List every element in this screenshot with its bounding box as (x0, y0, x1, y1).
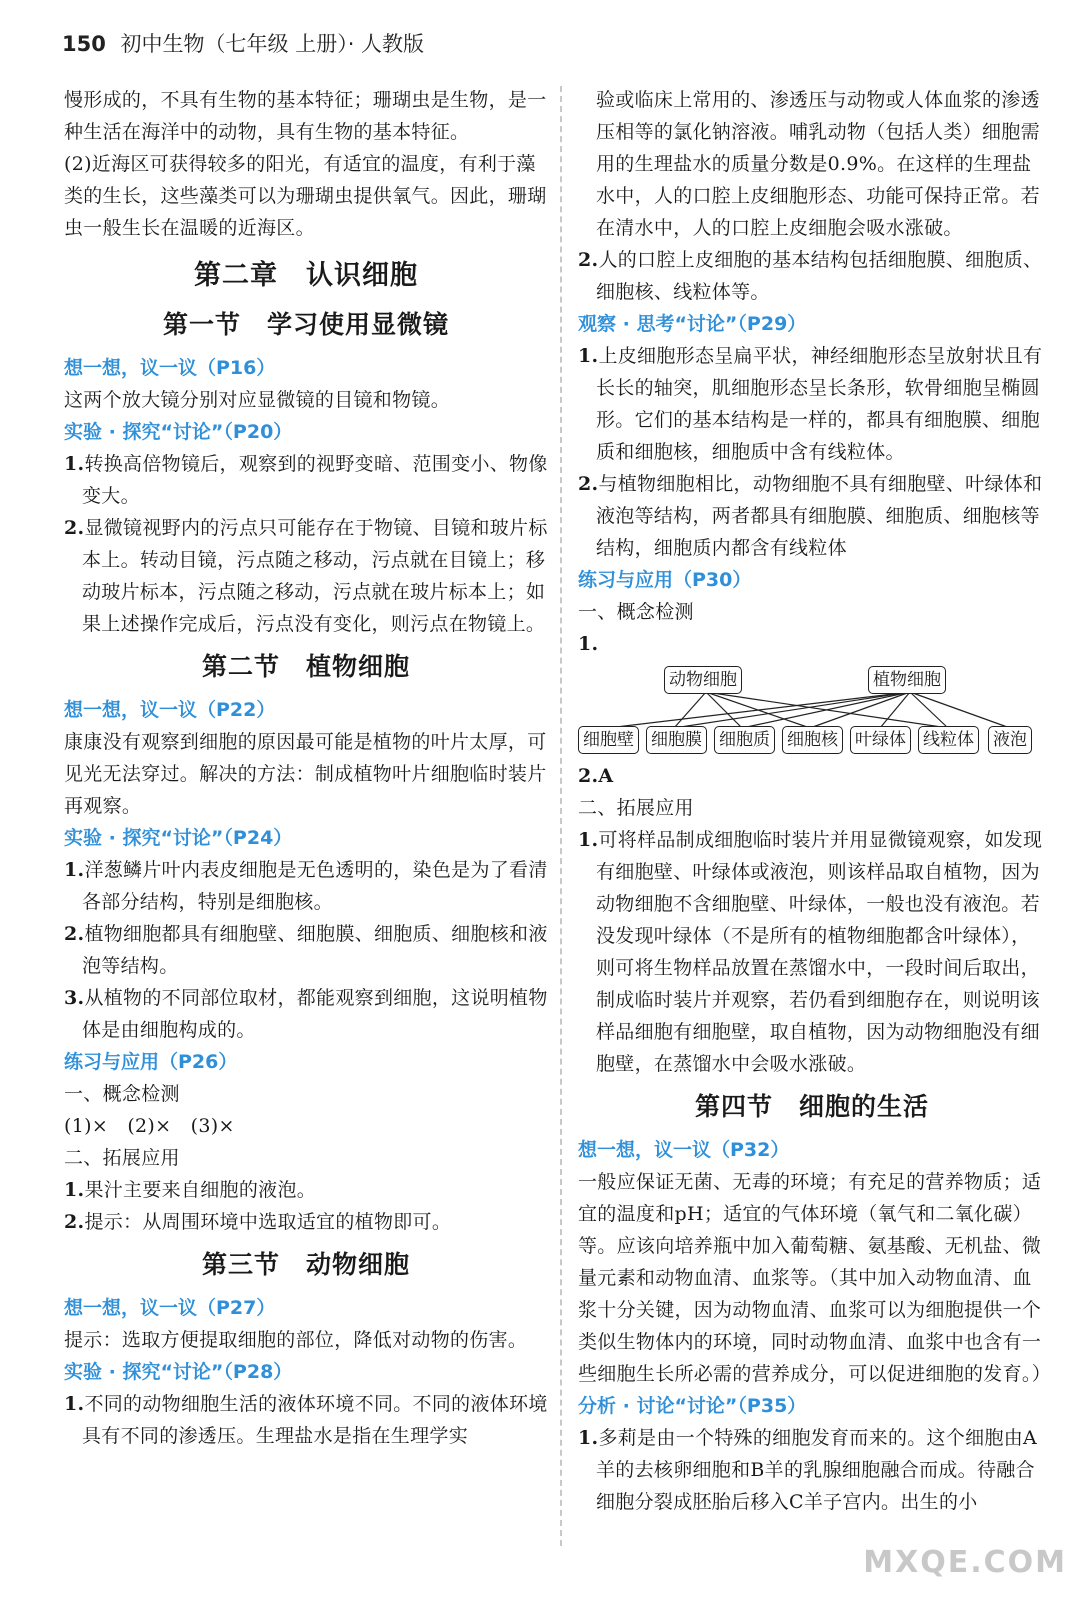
diagram-cytoplasm: 细胞质 (714, 726, 775, 754)
right-column (578, 84, 1052, 1518)
section-3-title: 第三节 动物细胞 (201, 1250, 410, 1279)
item-number: 2. (64, 1211, 85, 1233)
s2-heading-practice: 练习与应用（P26） (64, 1051, 238, 1073)
column-divider (560, 86, 562, 1546)
s3-heading-observe: 观察 · 思考“讨论”（P29） (578, 313, 807, 335)
s3-heading-practice: 练习与应用（P30） (578, 569, 752, 591)
item-text: 转换高倍物镜后，观察到的视野变暗、范围变小、物像变大。 (82, 453, 548, 507)
item-text: 人的口腔上皮细胞的基本结构包括细胞膜、细胞质、细胞核、线粒体等。 (596, 249, 1043, 303)
diagram-animal-cell: 动物细胞 (664, 666, 742, 694)
s2-heading-experiment: 实验 · 探究“讨论”（P24） (64, 827, 293, 849)
s2-heading-think: 想一想，议一议（P22） (64, 699, 276, 721)
item-number: 1. (64, 453, 85, 475)
item-number: 1. (64, 1393, 85, 1415)
item-text: 显微镜视野内的污点只可能存在于物镜、目镜和玻片标本上。转动目镜，污点随之移动，污点就在目镜上；移动玻片标本，污点随之移动，污点就在玻片标本上；如果上述操作完成后，污点没有变化，则污点在物镜上。 (82, 517, 548, 635)
item-text: 从植物的不同部位取材，都能观察到细胞，这说明植物体是由细胞构成的。 (82, 987, 548, 1041)
item-number: 1. (578, 1427, 599, 1449)
book-title: 初中生物（七年级 上册）· 人教版 (120, 32, 425, 56)
item-text: 可将样品制成细胞临时装片并用显微镜观察，如发现有细胞壁、叶绿体或液泡，则该样品取自植物，因为动物细胞不含细胞壁、叶绿体，一般也没有液泡。若没发现叶绿体（不是所有的植物细胞都含叶绿体），则可将生物样品放置在蒸馏水中，一段时间后取出，制成临时装片并观察，若仍看到细胞存在，则说明该样品细胞有细胞壁，取自植物，因为动物细胞没有细胞壁，在蒸馏水中会吸水涨破。 (596, 829, 1043, 1075)
connector-plant-membrane (674, 692, 910, 728)
item-number: 2. (578, 473, 599, 495)
s1-item-1 (64, 448, 548, 512)
left-column (64, 84, 548, 1452)
item-text: 果汁主要来自细胞的液泡。 (84, 1179, 317, 1201)
s1-heading-experiment: 实验 · 探究“讨论”（P20） (64, 421, 293, 443)
s4-heading-discuss: 分析 · 讨论“讨论”（P35） (578, 1395, 807, 1417)
s4-heading-think: 想一想，议一议（P32） (578, 1139, 790, 1161)
s2-concept-answers: (1)× (2)× (3)× (64, 1115, 235, 1137)
item-text: 多莉是由一个特殊的细胞发育而来的。这个细胞由A羊的去核卵细胞和B羊的乳腺细胞融合而成。待融合细胞分裂成胚胎后移入C羊子宫内。出生的小 (596, 1427, 1038, 1513)
connector-animal-membrane (674, 692, 706, 728)
s3-answer: 提示：选取方便提取细胞的部位，降低对动物的伤害。 (64, 1329, 528, 1351)
s3-item-1 (64, 1388, 548, 1452)
diagram-vacuole: 液泡 (988, 726, 1032, 754)
s2-extension: 二、拓展应用 (64, 1147, 180, 1169)
continued-paragraph: 验或临床上常用的、渗透压与动物或人体血浆的渗透压相等的氯化钠溶液。哺乳动物（包括人类）细胞需用的生理盐水的质量分数是0.9%。在这样的生理盐水中，人的口腔上皮细胞形态、功能可保持正常。若在清水中，人的口腔上皮细胞会吸水涨破。 (596, 89, 1040, 239)
cell-structure-diagram (578, 664, 1046, 760)
item-number: 2. (64, 923, 85, 945)
s3-concept-item-1-number: 1. (578, 633, 599, 655)
item-text: 上皮细胞形态呈扁平状，神经细胞形态呈放射状且有长长的轴突，肌细胞形态呈长条形，软骨细胞呈椭圆形。它们的基本结构是一样的，都具有细胞膜、细胞质和细胞核，细胞质中含有线粒体。 (596, 345, 1043, 463)
section-1-title: 第一节 学习使用显微镜 (162, 310, 449, 339)
item-number: 1. (578, 345, 599, 367)
diagram-chloroplast: 叶绿体 (850, 726, 911, 754)
s2-concept-check: 一、概念检测 (64, 1083, 180, 1105)
diagram-mitochondria: 线粒体 (918, 726, 979, 754)
connector-plant-wall (608, 692, 910, 728)
item-text: 与植物细胞相比，动物细胞不具有细胞壁、叶绿体和液泡等结构，两者都具有细胞膜、细胞质、细胞核等结构，细胞质内都含有线粒体 (596, 473, 1043, 559)
s2-answer: 康康没有观察到细胞的原因最可能是植物的叶片太厚，可见光无法穿过。解决的方法：制成植物叶片细胞临时装片再观察。 (64, 731, 547, 817)
section-2-title: 第二节 植物细胞 (201, 652, 410, 681)
s3-heading-think: 想一想，议一议（P27） (64, 1297, 276, 1319)
item-number: 3. (64, 987, 85, 1009)
intro-paragraph-2: (2)近海区可获得较多的阳光，有适宜的温度，有利于藻类的生长，这些藻类可以为珊瑚虫提供氧气。因此，珊瑚虫一般生长在温暖的近海区。 (64, 153, 547, 239)
intro-paragraph-1: 慢形成的，不具有生物的基本特征；珊瑚虫是生物，是一种生活在海洋中的动物，具有生物的基本特征。 (64, 89, 547, 143)
diagram-cell-wall: 细胞壁 (578, 726, 639, 754)
item-text: 不同的动物细胞生活的液体环境不同。不同的液体环境具有不同的渗透压。生理盐水是指在生理学实 (82, 1393, 548, 1447)
s2-ext-item-2 (64, 1206, 548, 1238)
chapter-title: 第二章 认识细胞 (194, 260, 418, 291)
item-number: 1. (64, 859, 85, 881)
s3-heading-experiment: 实验 · 探究“讨论”（P28） (64, 1361, 293, 1383)
s4-item-1 (578, 1422, 1046, 1518)
item-text: 植物细胞都具有细胞壁、细胞膜、细胞质、细胞核和液泡等结构。 (82, 923, 548, 977)
s1-answer: 这两个放大镜分别对应显微镜的目镜和物镜。 (64, 389, 451, 411)
s3-observe-item-2 (578, 468, 1046, 564)
s1-heading-think: 想一想，议一议（P16） (64, 357, 276, 379)
item-text: 提示：从周围环境中选取适宜的植物即可。 (84, 1211, 452, 1233)
s2-item-1 (64, 854, 548, 918)
item-number: 2. (64, 517, 85, 539)
diagram-nucleus: 细胞核 (782, 726, 843, 754)
s3-concept-item-2: 2.A (578, 765, 614, 787)
diagram-cell-membrane: 细胞膜 (646, 726, 707, 754)
section-4-title: 第四节 细胞的生活 (694, 1092, 929, 1121)
connector-plant-vacuole (910, 692, 1010, 728)
watermark: MXQE.COM (863, 1545, 1067, 1580)
s3-ext-item-1 (578, 824, 1046, 1080)
s3-item-2 (578, 244, 1046, 308)
s4-answer: 一般应保证无菌、无毒的环境；有充足的营养物质；适宜的温度和pH；适宜的气体环境（氧气和二氧化碳）等。应该向培养瓶中加入葡萄糖、氨基酸、无机盐、微量元素和动物血清、血浆等。（其中加入动物血清、血浆十分关键，因为动物血清、血浆可以为细胞提供一个类似生物体内的环境，同时动物血清、血浆中也含有一些细胞生长所必需的营养成分，可以促进细胞的发育。） (578, 1171, 1052, 1385)
s3-extension: 二、拓展应用 (578, 797, 694, 819)
item-number: 2. (578, 249, 599, 271)
running-head (62, 28, 424, 58)
item-text: 洋葱鳞片叶内表皮细胞是无色透明的，染色是为了看清各部分结构，特别是细胞核。 (82, 859, 548, 913)
page-number: 150 (62, 32, 106, 56)
item-number: 1. (64, 1179, 85, 1201)
diagram-plant-cell: 植物细胞 (868, 666, 946, 694)
item-number: 1. (578, 829, 599, 851)
s2-ext-item-1 (64, 1174, 548, 1206)
s1-item-2 (64, 512, 548, 640)
s3-observe-item-1 (578, 340, 1046, 468)
s3-concept-check: 一、概念检测 (578, 601, 694, 623)
s2-item-2 (64, 918, 548, 982)
s2-item-3 (64, 982, 548, 1046)
